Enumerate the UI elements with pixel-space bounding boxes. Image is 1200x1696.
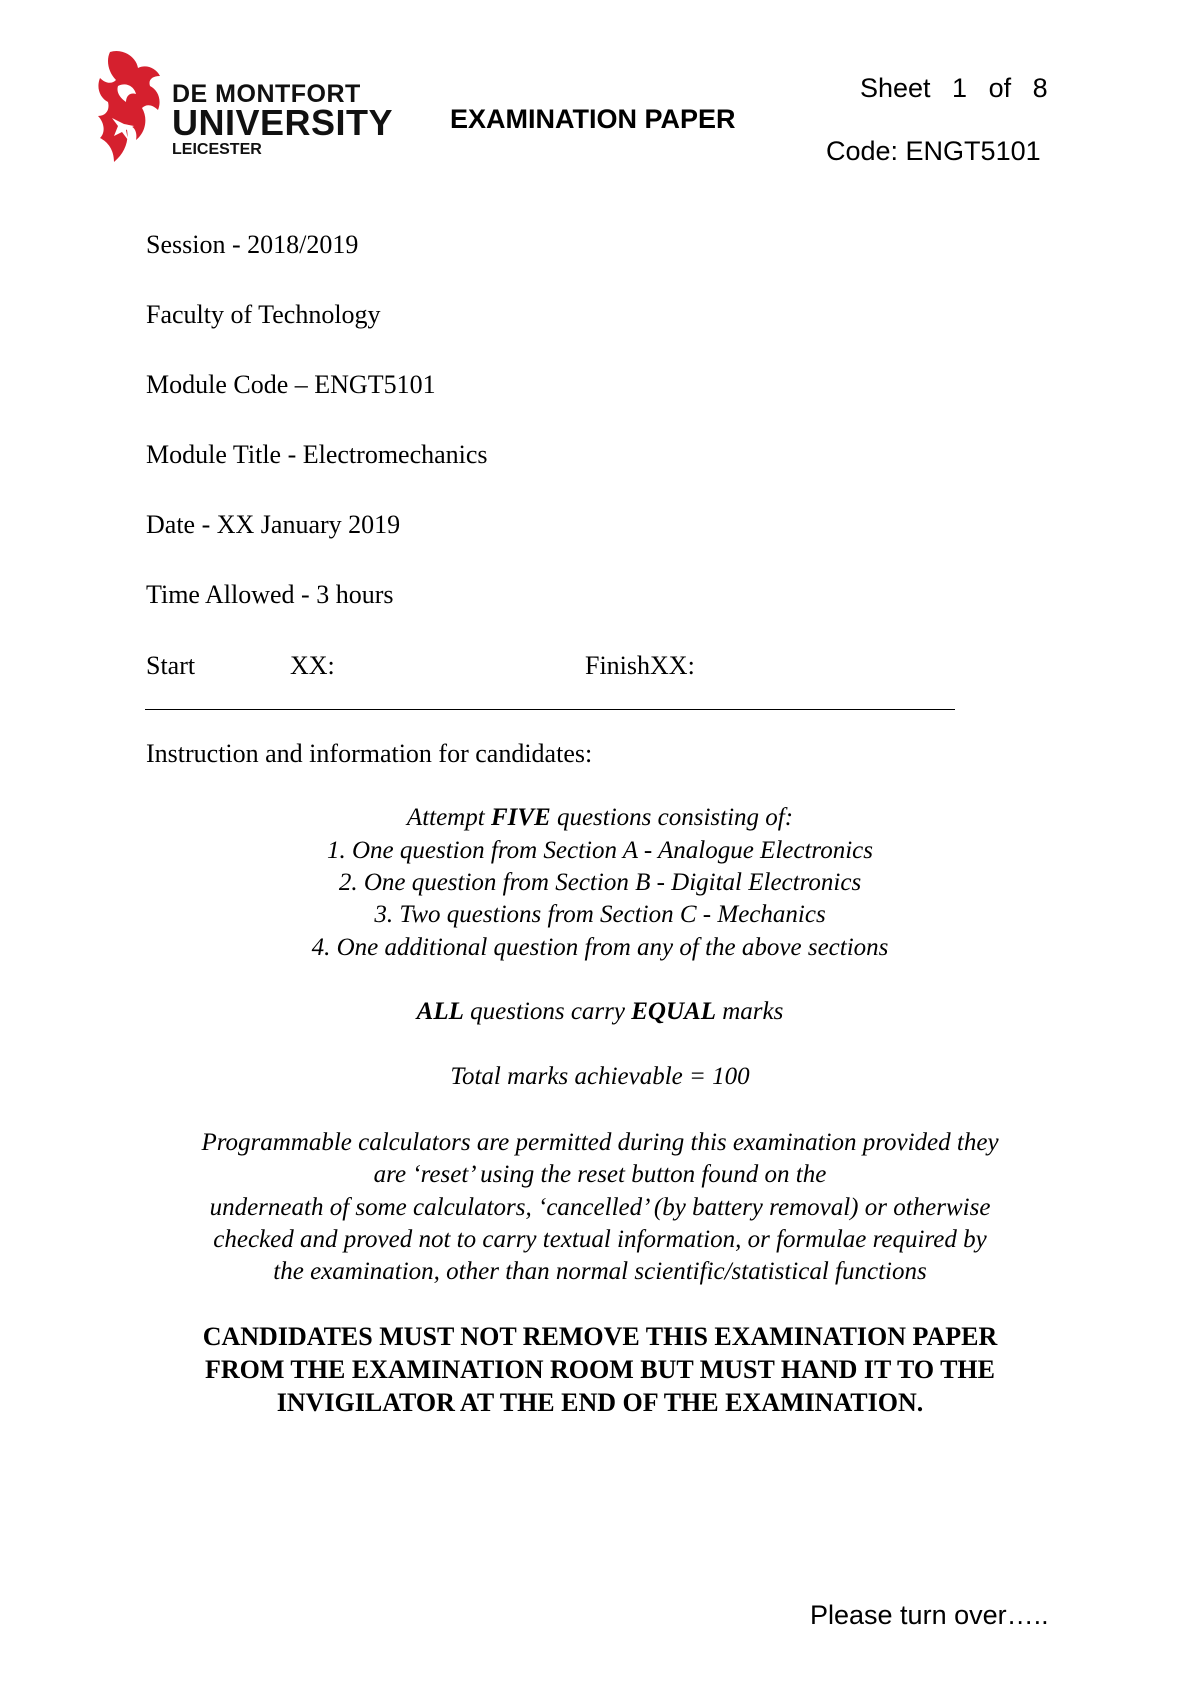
sheet-number: Sheet 1 of 8 xyxy=(860,73,1048,103)
calculator-note-line: underneath of some calculators, ‘cancelled’ (by battery removal) or otherwise xyxy=(209,1194,991,1221)
module-title-field: Module Title - Electromechanics xyxy=(146,440,488,469)
exam-paper-title: EXAMINATION PAPER xyxy=(450,104,736,134)
warning-line: INVIGILATOR AT THE END OF THE EXAMINATION. xyxy=(276,1388,924,1417)
calculator-note-line: Programmable calculators are permitted during this examination provided they xyxy=(201,1129,999,1156)
total-marks-line: Total marks achievable = 100 xyxy=(450,1063,750,1090)
instruction-item: 2. One question from Section B - Digital Electronics xyxy=(338,869,862,896)
divider-line xyxy=(145,709,955,710)
equal-marks-line: ALL questions carry EQUAL marks xyxy=(416,998,784,1025)
session-field: Session - 2018/2019 xyxy=(146,230,359,259)
calculator-note-line: are ‘reset’ using the reset button found on the xyxy=(373,1161,827,1188)
logo-line-1: DE MONTFORT xyxy=(172,80,361,108)
logo-line-2: UNIVERSITY xyxy=(172,102,394,143)
module-code-field: Module Code – ENGT5101 xyxy=(146,370,436,399)
instruction-item: 4. One additional question from any of the above sections xyxy=(311,934,889,961)
turn-over-note: Please turn over….. xyxy=(810,1600,1049,1630)
attempt-count: FIVE xyxy=(490,804,551,831)
instruction-item: 1. One question from Section A - Analogue Electronics xyxy=(327,837,873,864)
attempt-line: Attempt FIVE questions consisting of: xyxy=(406,804,794,831)
start-value: XX: xyxy=(290,651,335,680)
warning-line: CANDIDATES MUST NOT REMOVE THIS EXAMINATION PAPER xyxy=(202,1322,998,1351)
time-allowed-field: Time Allowed - 3 hours xyxy=(146,580,394,609)
module-code-header: Code: ENGT5101 xyxy=(826,136,1041,166)
finish-field: FinishXX: xyxy=(585,651,695,680)
date-field: Date - XX January 2019 xyxy=(146,510,401,539)
start-label: Start xyxy=(146,651,196,680)
logo-line-3: LEICESTER xyxy=(172,141,262,158)
griffin-emblem-icon xyxy=(92,46,172,170)
university-logo xyxy=(92,46,392,170)
instruction-item: 3. Two questions from Section C - Mechanics xyxy=(374,901,826,928)
instructions-heading: Instruction and information for candidates: xyxy=(146,739,593,768)
calculator-note-line: the examination, other than normal scientific/statistical functions xyxy=(273,1258,927,1285)
faculty-field: Faculty of Technology xyxy=(146,300,381,329)
warning-line: FROM THE EXAMINATION ROOM BUT MUST HAND IT TO THE xyxy=(204,1355,995,1384)
calculator-note-line: checked and proved not to carry textual information, or formulae required by xyxy=(213,1226,987,1253)
candidate-warning xyxy=(0,1320,1200,1419)
